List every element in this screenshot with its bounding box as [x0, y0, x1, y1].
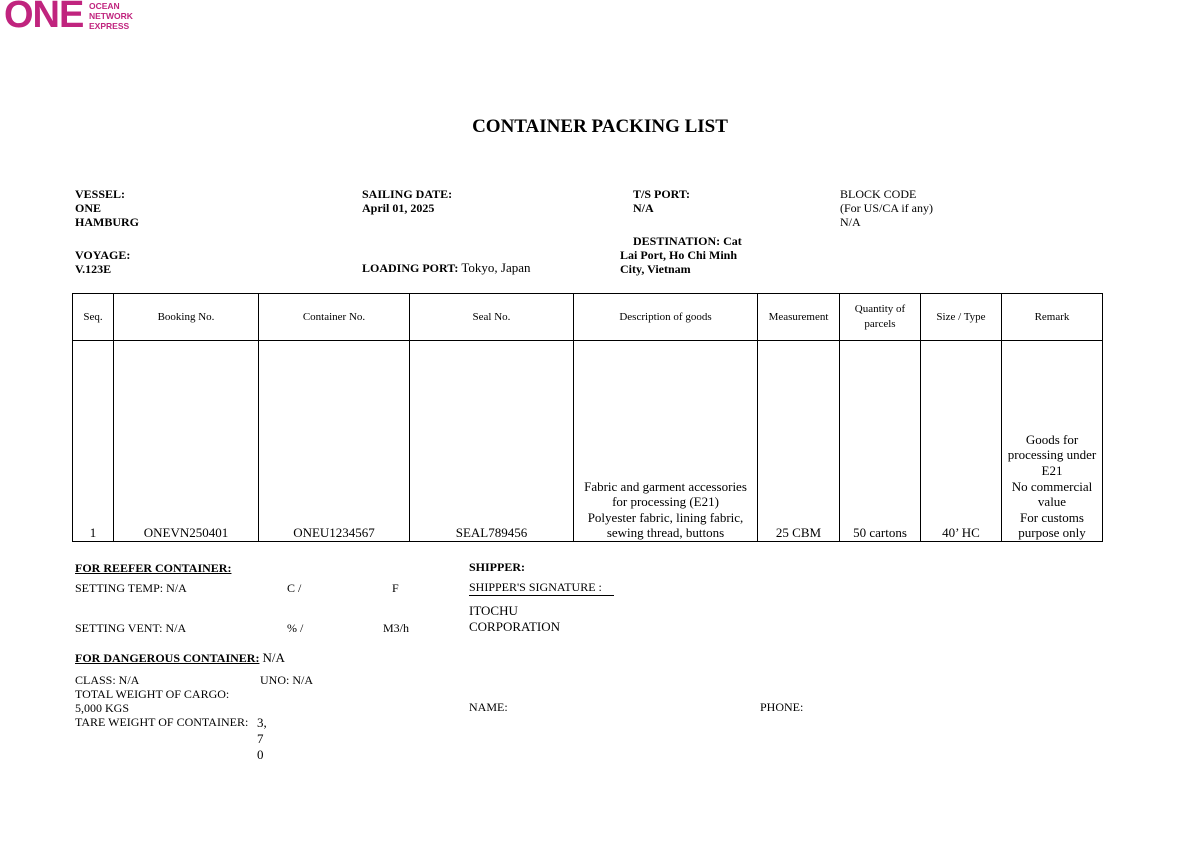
cell-size: 40’ HC: [921, 341, 1002, 542]
cell-seal: SEAL789456: [410, 341, 574, 542]
sailing-date-value: April 01, 2025: [362, 201, 435, 215]
block-code-note: (For US/CA if any): [840, 201, 933, 215]
desc-line-2: for processing (E21): [612, 494, 719, 510]
desc-line-3: Polyester fabric, lining fabric,: [587, 509, 744, 525]
reefer-heading: FOR REEFER CONTAINER:: [75, 561, 232, 575]
setting-vent-unit: M3/h: [383, 621, 410, 635]
col-header-seq: Seq.: [73, 294, 114, 341]
ts-port-value: N/A: [633, 201, 654, 215]
shipper-name-line1: ITOCHU: [469, 603, 518, 618]
setting-vent-pct: % /: [287, 621, 304, 635]
table-row: [73, 341, 1103, 542]
shipper-signature-row: [469, 580, 614, 596]
phone-label: PHONE:: [760, 700, 804, 714]
setting-temp-f: F: [392, 581, 399, 595]
tare-weight-2: 7: [257, 731, 264, 746]
shipper-signature-label: SHIPPER'S SIGNATURE :: [469, 580, 614, 596]
destination-line2: Lai Port, Ho Chi Minh: [620, 248, 738, 262]
cell-container: ONEU1234567: [259, 341, 410, 542]
col-header-size: Size / Type: [921, 294, 1002, 341]
col-header-booking: Booking No.: [114, 294, 259, 341]
col-header-remark: Remark: [1002, 294, 1103, 341]
remark-line-1: Goods for: [1025, 431, 1079, 447]
cell-seq: 1: [73, 341, 114, 542]
block-code-value: N/A: [840, 215, 861, 229]
logo-line-2: NETWORK: [89, 11, 133, 21]
packing-table: [72, 293, 1103, 542]
desc-line-4: sewing thread, buttons: [606, 525, 725, 541]
tare-weight-1: 3,: [257, 715, 267, 730]
total-weight-label: TOTAL WEIGHT OF CARGO:: [75, 687, 230, 701]
tare-weight-3: 0: [257, 747, 264, 762]
cell-booking: ONEVN250401: [114, 341, 259, 542]
loading-port: [362, 261, 531, 275]
remark-line-4: No commercial: [1011, 478, 1093, 494]
cell-description: [574, 341, 758, 542]
vessel-name-line1: ONE: [75, 201, 102, 215]
brand-logo-subtitle: [89, 1, 133, 31]
document-title: CONTAINER PACKING LIST: [472, 116, 728, 137]
destination-line1: DESTINATION: Cat: [633, 234, 742, 248]
sailing-date-label: SAILING DATE:: [362, 187, 453, 201]
uno-label: UNO: N/A: [260, 673, 313, 687]
logo-line-3: EXPRESS: [89, 21, 130, 31]
remark-line-3: E21: [1041, 463, 1063, 479]
cell-remark: [1002, 341, 1103, 542]
ts-port-label: T/S PORT:: [633, 187, 691, 201]
desc-line-1: Fabric and garment accessories: [584, 478, 747, 494]
logo-line-1: OCEAN: [89, 1, 120, 11]
cell-quantity: 50 cartons: [840, 341, 921, 542]
loading-port-value: Tokyo, Japan: [461, 260, 531, 275]
remark-line-5: value: [1037, 494, 1067, 510]
cell-measurement: 25 CBM: [758, 341, 840, 542]
name-label: NAME:: [469, 700, 508, 714]
table-header-row: [73, 294, 1103, 341]
shipper-heading: SHIPPER:: [469, 560, 526, 574]
dangerous-value: N/A: [262, 650, 285, 665]
vessel-label: VESSEL:: [75, 187, 126, 201]
remark-line-2: processing under: [1007, 447, 1097, 463]
tare-weight-label: TARE WEIGHT OF CONTAINER:: [75, 715, 249, 729]
total-weight-value: 5,000 KGS: [75, 701, 130, 715]
setting-vent-label: SETTING VENT: N/A: [75, 621, 187, 635]
col-header-description: Description of goods: [574, 294, 758, 341]
brand-logo: ONE: [4, 0, 84, 36]
dangerous-heading: FOR DANGEROUS CONTAINER:: [75, 651, 260, 665]
destination-line3: City, Vietnam: [620, 262, 691, 276]
loading-port-label: LOADING PORT:: [362, 261, 459, 275]
remark-line-7: purpose only: [1018, 525, 1086, 541]
dangerous-heading-row: [75, 651, 285, 665]
col-header-seal: Seal No.: [410, 294, 574, 341]
shipper-name-line2: CORPORATION: [469, 619, 561, 634]
col-header-container: Container No.: [259, 294, 410, 341]
setting-temp-label: SETTING TEMP: N/A: [75, 581, 187, 595]
class-label: CLASS: N/A: [75, 673, 140, 687]
block-code-label: BLOCK CODE: [840, 187, 917, 201]
voyage-label: VOYAGE:: [75, 248, 131, 262]
col-header-quantity: Quantity of parcels: [840, 294, 921, 341]
vessel-name-line2: HAMBURG: [75, 215, 139, 229]
voyage-value: V.123E: [75, 262, 112, 276]
setting-temp-c: C /: [287, 581, 302, 595]
remark-line-6: For customs: [1020, 509, 1084, 525]
col-header-measurement: Measurement: [758, 294, 840, 341]
